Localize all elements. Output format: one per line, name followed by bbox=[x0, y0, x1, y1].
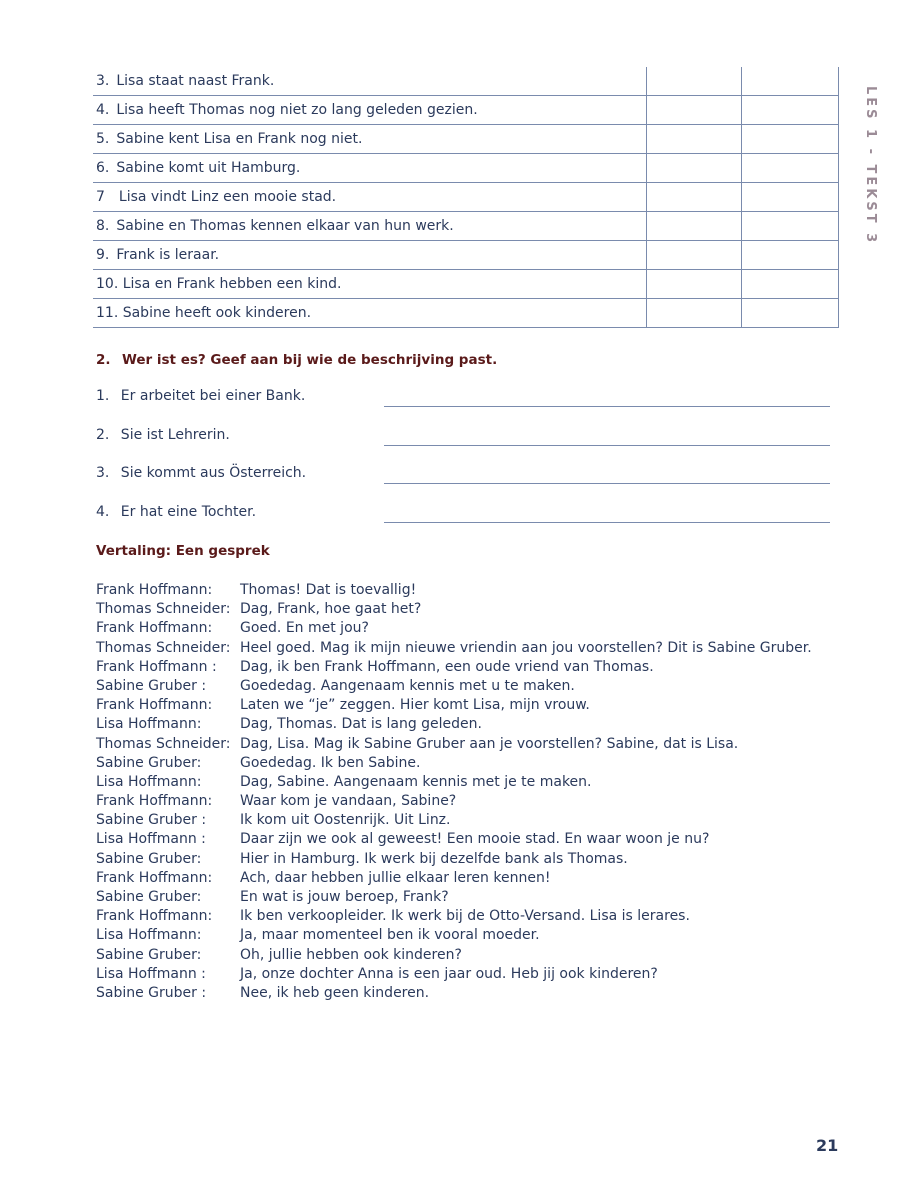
answer-line[interactable] bbox=[384, 522, 830, 523]
question-row bbox=[96, 504, 830, 528]
table-row bbox=[93, 125, 839, 154]
spoken-line: En wat is jouw beroep, Frank? bbox=[240, 889, 449, 905]
answer-line[interactable] bbox=[384, 445, 830, 446]
chapter-side-label: LES 1 - TEKST 3 bbox=[863, 86, 878, 246]
answer-line[interactable] bbox=[384, 483, 830, 484]
table-row bbox=[93, 270, 839, 299]
answer-cell-true[interactable] bbox=[646, 183, 742, 211]
statement-text: 3. Lisa staat naast Frank. bbox=[96, 73, 275, 89]
question-row bbox=[96, 388, 830, 412]
spoken-line: Thomas! Dat is toevallig! bbox=[240, 582, 417, 598]
dialog-line bbox=[96, 696, 816, 715]
answer-cell-false[interactable] bbox=[741, 270, 839, 298]
question-row bbox=[96, 427, 830, 451]
spoken-line: Nee, ik heb geen kinderen. bbox=[240, 984, 430, 1001]
answer-cell-true[interactable] bbox=[646, 241, 742, 269]
question-text: 4. Er hat eine Tochter. bbox=[96, 504, 257, 520]
speaker-name: Frank Hoffmann: bbox=[96, 582, 213, 598]
spoken-line: Goed. En met jou? bbox=[240, 620, 369, 637]
spoken-line: Dag, Frank, hoe gaat het? bbox=[240, 601, 422, 618]
question-row bbox=[96, 465, 830, 489]
spoken-line: Ja, maar momenteel ben ik vooral moeder. bbox=[240, 927, 540, 944]
dialog-line bbox=[96, 735, 816, 754]
speaker-name: Sabine Gruber : bbox=[96, 984, 207, 1001]
spoken-line: Heel goed. Mag ik mijn nieuwe vriendin aan jou voorstellen? Dit is Sabine Gruber. bbox=[240, 639, 812, 656]
speaker-name: Sabine Gruber: bbox=[96, 889, 202, 905]
spoken-line: Ja, onze dochter Anna is een jaar oud. Heb jij ook kinderen? bbox=[240, 965, 658, 982]
dialog-line bbox=[96, 658, 816, 677]
speaker-name: Thomas Schneider: bbox=[96, 601, 231, 618]
answer-cell-true[interactable] bbox=[646, 270, 742, 298]
dialog-line bbox=[96, 888, 816, 907]
table-row bbox=[93, 299, 839, 328]
speaker-name: Sabine Gruber : bbox=[96, 677, 207, 694]
speaker-name: Frank Hoffmann: bbox=[96, 908, 213, 925]
spoken-line: Ach, daar hebben jullie elkaar leren kennen! bbox=[240, 869, 551, 886]
answer-cell-false[interactable] bbox=[741, 212, 839, 240]
speaker-name: Lisa Hoffmann: bbox=[96, 773, 202, 790]
dialog-line bbox=[96, 619, 816, 638]
dialog-line bbox=[96, 581, 816, 600]
answer-cell-true[interactable] bbox=[646, 299, 742, 327]
dialog-line bbox=[96, 984, 816, 1003]
answer-line[interactable] bbox=[384, 406, 830, 407]
speaker-name: Sabine Gruber: bbox=[96, 754, 202, 771]
dialog-line bbox=[96, 830, 816, 849]
dialog-line bbox=[96, 850, 816, 869]
dialog-line bbox=[96, 926, 816, 945]
answer-cell-true[interactable] bbox=[646, 96, 742, 124]
spoken-line: Daar zijn we ook al geweest! Een mooie stad. En waar woon je nu? bbox=[240, 831, 710, 848]
dialog-line bbox=[96, 639, 816, 658]
table-row bbox=[93, 241, 839, 270]
answer-cell-false[interactable] bbox=[741, 241, 839, 269]
statement-text: 10. Lisa en Frank hebben een kind. bbox=[96, 276, 342, 292]
exercise-2-heading: 2. Wer ist es? Geef aan bij wie de beschrijving past. bbox=[96, 352, 498, 368]
dialog-line bbox=[96, 677, 816, 696]
statement-text: 4. Lisa heeft Thomas nog niet zo lang geleden gezien. bbox=[96, 102, 478, 118]
statement-text: 5. Sabine kent Lisa en Frank nog niet. bbox=[96, 131, 363, 147]
spoken-line: Goededag. Aangenaam kennis met u te maken. bbox=[240, 677, 575, 694]
table-row bbox=[93, 67, 839, 96]
speaker-name: Lisa Hoffmann: bbox=[96, 716, 202, 733]
speaker-name: Lisa Hoffmann: bbox=[96, 927, 202, 944]
spoken-line: Dag, Thomas. Dat is lang geleden. bbox=[240, 716, 482, 733]
spoken-line: Waar kom je vandaan, Sabine? bbox=[240, 793, 457, 810]
statement-text: 6. Sabine komt uit Hamburg. bbox=[96, 160, 301, 176]
answer-cell-false[interactable] bbox=[741, 67, 839, 95]
table-row bbox=[93, 183, 839, 212]
question-text: 3. Sie kommt aus Österreich. bbox=[96, 465, 307, 481]
answer-cell-true[interactable] bbox=[646, 154, 742, 182]
speaker-name: Lisa Hoffmann : bbox=[96, 831, 206, 848]
speaker-name: Frank Hoffmann: bbox=[96, 793, 213, 810]
spoken-line: Hier in Hamburg. Ik werk bij dezelfde bank als Thomas. bbox=[240, 850, 628, 867]
dialog-line bbox=[96, 907, 816, 926]
page-number: 21 bbox=[816, 1136, 839, 1155]
dialog-line bbox=[96, 869, 816, 888]
spoken-line: Ik ben verkoopleider. Ik werk bij de Otto-Versand. Lisa is lerares. bbox=[240, 908, 690, 925]
dialog-line bbox=[96, 715, 816, 734]
answer-cell-true[interactable] bbox=[646, 212, 742, 240]
speaker-name: Thomas Schneider: bbox=[96, 735, 231, 752]
spoken-line: Oh, jullie hebben ook kinderen? bbox=[240, 946, 462, 963]
speaker-name: Lisa Hoffmann : bbox=[96, 965, 206, 982]
spoken-line: Goededag. Ik ben Sabine. bbox=[240, 754, 421, 771]
spoken-line: Ik kom uit Oostenrijk. Uit Linz. bbox=[240, 812, 451, 829]
answer-cell-false[interactable] bbox=[741, 183, 839, 211]
speaker-name: Thomas Schneider: bbox=[96, 639, 231, 656]
spoken-line: Dag, Lisa. Mag ik Sabine Gruber aan je voorstellen? Sabine, dat is Lisa. bbox=[240, 735, 739, 752]
question-text: 1. Er arbeitet bei einer Bank. bbox=[96, 388, 306, 404]
speaker-name: Sabine Gruber: bbox=[96, 850, 202, 867]
speaker-name: Frank Hoffmann: bbox=[96, 869, 213, 886]
table-row bbox=[93, 212, 839, 241]
answer-cell-false[interactable] bbox=[741, 154, 839, 182]
speaker-name: Frank Hoffmann: bbox=[96, 697, 213, 714]
answer-cell-true[interactable] bbox=[646, 67, 742, 95]
answer-cell-true[interactable] bbox=[646, 125, 742, 153]
dialog-line bbox=[96, 811, 816, 830]
statement-text: 7 Lisa vindt Linz een mooie stad. bbox=[96, 189, 337, 205]
table-row bbox=[93, 154, 839, 183]
spoken-line: Laten we “je” zeggen. Hier komt Lisa, mijn vrouw. bbox=[240, 697, 590, 714]
translation-heading: Vertaling: Een gesprek bbox=[96, 543, 270, 559]
dialog-line bbox=[96, 600, 816, 619]
dialog-line bbox=[96, 792, 816, 811]
statement-text: 8. Sabine en Thomas kennen elkaar van hun werk. bbox=[96, 218, 454, 234]
speaker-name: Sabine Gruber : bbox=[96, 812, 207, 829]
answer-cell-false[interactable] bbox=[741, 96, 839, 124]
answer-cell-false[interactable] bbox=[741, 125, 839, 153]
statement-text: 9. Frank is leraar. bbox=[96, 247, 220, 263]
dialog bbox=[96, 581, 816, 1003]
spoken-line: Dag, ik ben Frank Hoffmann, een oude vriend van Thomas. bbox=[240, 658, 654, 675]
dialog-line bbox=[96, 946, 816, 965]
true-false-table bbox=[93, 67, 839, 328]
speaker-name: Frank Hoffmann : bbox=[96, 658, 217, 675]
speaker-name: Frank Hoffmann: bbox=[96, 620, 213, 637]
dialog-line bbox=[96, 773, 816, 792]
statement-text: 11. Sabine heeft ook kinderen. bbox=[96, 305, 312, 321]
question-text: 2. Sie ist Lehrerin. bbox=[96, 427, 230, 443]
dialog-line bbox=[96, 965, 816, 984]
answer-cell-false[interactable] bbox=[741, 299, 839, 327]
dialog-line bbox=[96, 754, 816, 773]
speaker-name: Sabine Gruber: bbox=[96, 946, 202, 963]
table-row bbox=[93, 96, 839, 125]
spoken-line: Dag, Sabine. Aangenaam kennis met je te maken. bbox=[240, 773, 592, 790]
